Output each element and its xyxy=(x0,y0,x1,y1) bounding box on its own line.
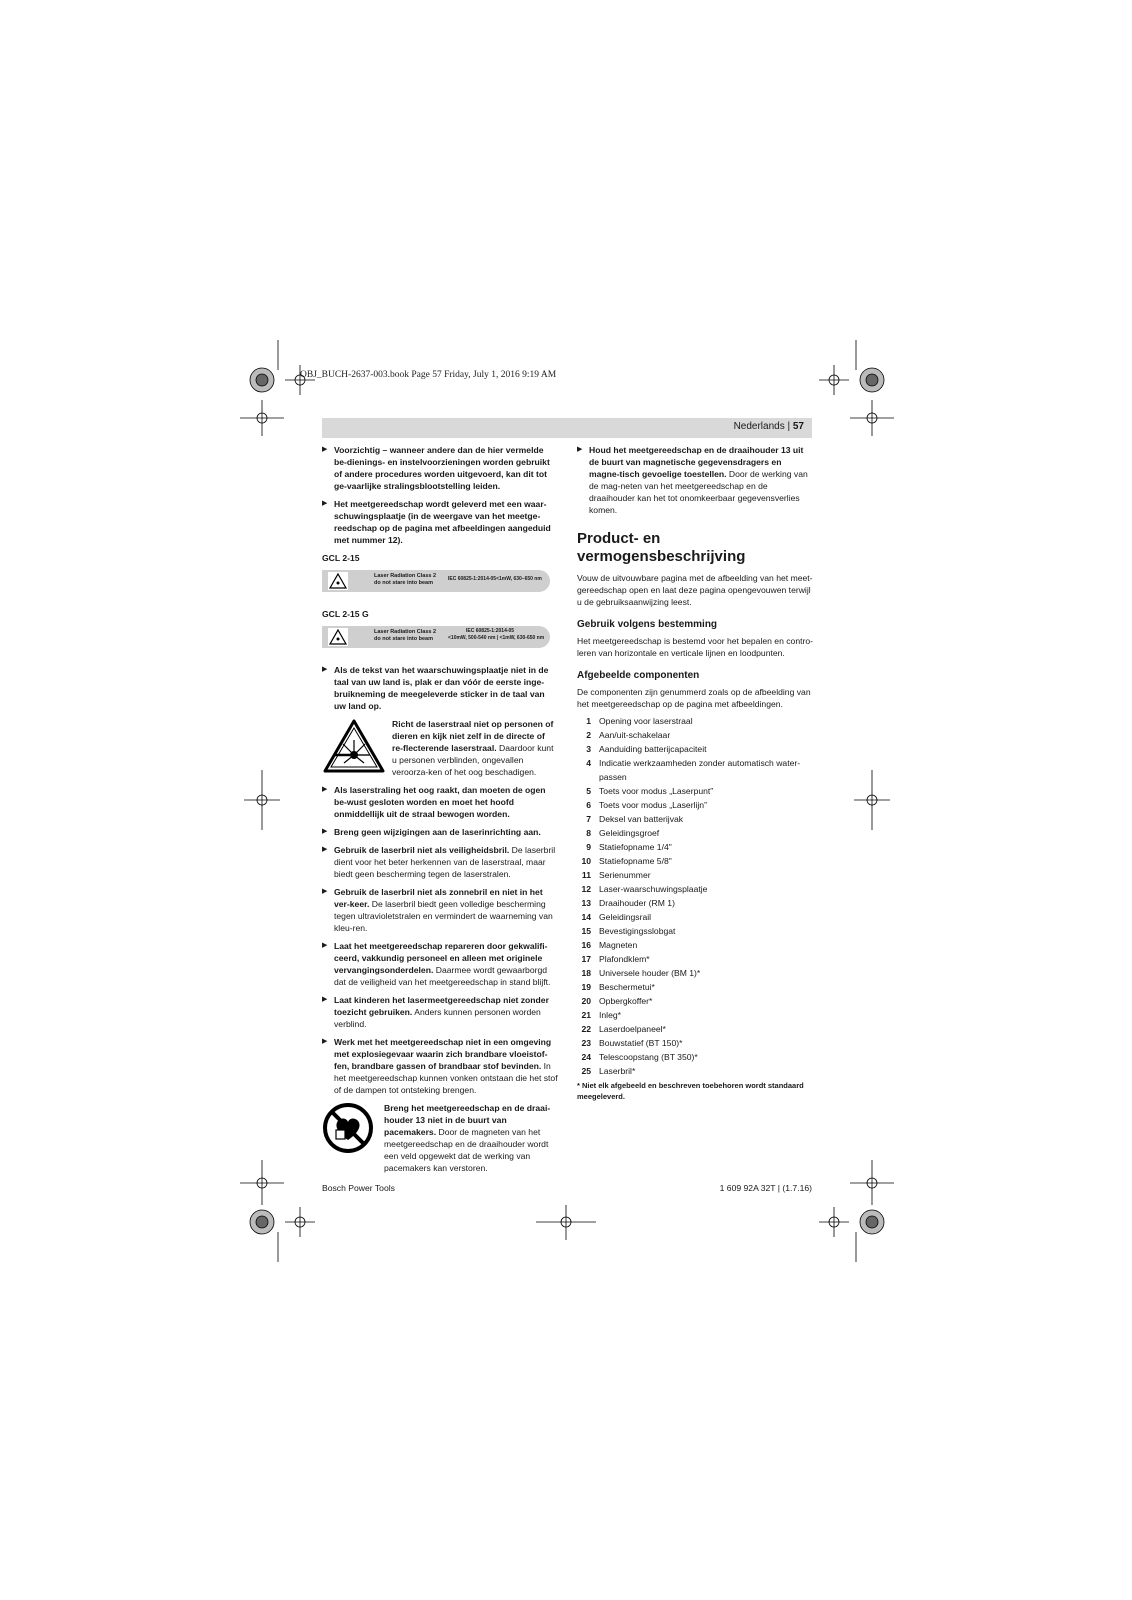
component-item xyxy=(577,1008,813,1022)
crop-mark-icon xyxy=(819,1207,849,1237)
print-header: OBJ_BUCH-2637-003.book Page 57 Friday, July 1, 2016 9:19 AM xyxy=(300,370,557,380)
components-intro: De componenten zijn genummerd zoals op de afbeelding van het meetgereedschap op de pagina met afbeeldingen. xyxy=(577,687,811,709)
warning-sticker-gcl-2-15-g: Laser Radiation Class 2 do not stare into beam IEC 60825-1:2014-05 <10mW, 500-540 nm | <1mW, 630-650 nm xyxy=(322,626,550,648)
list-item: ▶ Laat kinderen het lasermeetgereedschap niet zonder toezicht gebruiken. Anders kunnen personen worden verblind. xyxy=(322,994,558,1030)
model-label: GCL 2-15 xyxy=(322,553,360,563)
list-item: ▶ Als laserstraling het oog raakt, dan moeten de ogen be-wust gesloten worden en moet het hoofd onmiddellijk uit de straal bewogen worden. xyxy=(322,784,558,820)
component-number: 24 xyxy=(581,1052,591,1062)
list-item: ▶ Voorzichtig – wanneer andere dan de hier vermelde be-dienings- en instelvoorzieningen worden gebruikt of andere procedures worden uitgevoerd, kan dit tot ge-vaarlijke stralingsblootstelling leiden. xyxy=(322,444,558,492)
component-label: Toets voor modus „Laserpunt” xyxy=(599,786,714,796)
component-item xyxy=(577,938,813,952)
registration-mark-icon xyxy=(860,1210,884,1234)
crop-mark-icon xyxy=(819,365,849,395)
components-list xyxy=(577,714,813,1078)
component-label: Draaihouder (RM 1) xyxy=(599,898,675,908)
component-label: Toets voor modus „Laserlijn” xyxy=(599,800,707,810)
component-item xyxy=(577,1022,813,1036)
component-number: 22 xyxy=(581,1024,591,1034)
component-number: 9 xyxy=(586,842,591,852)
component-label: Laser-waarschuwingsplaatje xyxy=(599,884,708,894)
crop-mark-icon xyxy=(240,400,284,436)
component-number: 10 xyxy=(581,856,591,866)
section-intro: Vouw de uitvouwbare pagina met de afbeelding van het meet-gereedschap open en laat deze pagina opengevouwen terwijl u de gebruiksaanwijzing leest. xyxy=(577,573,813,607)
component-number: 2 xyxy=(586,730,591,740)
component-item xyxy=(577,798,813,812)
header-language: Nederlands xyxy=(733,421,785,432)
component-label: Serienummer xyxy=(599,870,651,880)
component-number: 16 xyxy=(581,940,591,950)
registration-mark-icon xyxy=(250,1210,274,1234)
crop-mark-icon xyxy=(850,400,894,436)
crop-mark-icon xyxy=(854,770,890,830)
component-item xyxy=(577,966,813,980)
component-number: 23 xyxy=(581,1038,591,1048)
component-item xyxy=(577,1064,813,1078)
component-item xyxy=(577,882,813,896)
page-header: Nederlands | 57 xyxy=(322,418,812,438)
no-pacemaker-icon xyxy=(322,1102,374,1154)
component-label: Telescoopstang (BT 350)* xyxy=(599,1052,698,1062)
list-item: ▶ Als de tekst van het waarschuwingsplaatje niet in de taal van uw land is, plak er dan vóór de eerste inge-bruikneming de meegeleverde sticker in de taal van uw land op. xyxy=(322,664,558,712)
component-number: 17 xyxy=(581,954,591,964)
component-number: 3 xyxy=(586,744,591,754)
component-label: Aan/uit-schakelaar xyxy=(599,730,671,740)
component-label: Bouwstatief (BT 150)* xyxy=(599,1038,683,1048)
pacemaker-warning-block: Breng het meetgereedschap en de draai-houder 13 niet in de buurt van pacemakers. Door de magneten van het meetgereedschap en de draaihouder wordt een veld opgewekt dat de werking van pacemakers kan verstoren. xyxy=(322,1102,558,1174)
footnote: * Niet elk afgebeeld en beschreven toebehoren wordt standaard meegeleverd. xyxy=(577,1081,804,1101)
list-item: ▶ Laat het meetgereedschap repareren door gekwalifi-ceerd, vakkundig personeel en alleen met originele vervangingsonderdelen. Daarmee wordt gewaarborgd dat de veiligheid van het meetgereedschap in stand blijft. xyxy=(322,940,558,988)
component-number: 8 xyxy=(586,828,591,838)
list-item: ▶ Houd het meetgereedschap en de draaihouder 13 uit de buurt van magnetische gegevensdragers en magne-tisch gevoelige toestellen. Door de werking van de mag-neten van het meetgereedschap en de draaihouder kan het tot onomkeerbaar gegevensverlies komen. xyxy=(577,444,813,516)
footer-code: 1 609 92A 32T | (1.7.16) xyxy=(719,1183,812,1193)
component-number: 15 xyxy=(581,926,591,936)
laser-warning-icon xyxy=(322,718,386,774)
list-item: ▶ Werk met het meetgereedschap niet in een omgeving met explosiegevaar waarin zich brandbare vloeistof-fen, brandbare gassen of brandbaar stof bevinden. In het meetgereedschap kunnen vonken ontstaan die het stof of de dampen tot ontsteking brengen. xyxy=(322,1036,558,1096)
list-item: ▶ Het meetgereedschap wordt geleverd met een waar-schuwingsplaatje (in de weergave van het meetge-reedschap op de pagina met afbeeldingen aangeduid met nummer 12). xyxy=(322,498,558,546)
laser-warning-icon xyxy=(328,628,348,646)
subsection-title-use: Gebruik volgens bestemming xyxy=(577,619,718,630)
component-label: Bevestigingsslobgat xyxy=(599,926,676,936)
section-title: Product- en vermogensbeschrijving xyxy=(577,530,746,565)
component-item xyxy=(577,784,813,798)
crop-mark-icon xyxy=(850,1160,894,1205)
crop-mark-icon xyxy=(285,365,315,395)
component-label: Opening voor laserstraal xyxy=(599,716,693,726)
component-label: Laserdoelpaneel* xyxy=(599,1024,666,1034)
warning-sticker-gcl-2-15: Laser Radiation Class 2 do not stare into beam IEC 60825-1:2014-05<1mW, 630–650 nm xyxy=(322,570,550,592)
component-label: Magneten xyxy=(599,940,638,950)
component-label: Inleg* xyxy=(599,1010,621,1020)
component-number: 4 xyxy=(586,758,591,768)
component-item xyxy=(577,742,813,756)
component-label: Plafondklem* xyxy=(599,954,650,964)
crop-mark-icon xyxy=(244,770,280,830)
component-item xyxy=(577,910,813,924)
component-item xyxy=(577,728,813,742)
component-item xyxy=(577,826,813,840)
subsection-title-components: Afgebeelde componenten xyxy=(577,670,700,681)
component-number: 21 xyxy=(581,1010,591,1020)
component-number: 20 xyxy=(581,996,591,1006)
component-label: Indicatie werkzaamheden zonder automatisch water-passen xyxy=(599,758,801,782)
component-number: 1 xyxy=(586,716,591,726)
list-item: ▶ Breng geen wijzigingen aan de laserinrichting aan. xyxy=(322,826,558,838)
model-label: GCL 2-15 G xyxy=(322,609,369,619)
component-number: 14 xyxy=(581,912,591,922)
use-text: Het meetgereedschap is bestemd voor het bepalen en contro-leren van horizontale en verticale lijnen en loodpunten. xyxy=(577,636,813,658)
list-item: ▶ Gebruik de laserbril niet als zonnebril en niet in het ver-keer. De laserbril biedt geen volledige bescherming tegen ultravioletstralen en vermindert de waarneming van kleu-ren. xyxy=(322,886,558,934)
component-label: Beschermetui* xyxy=(599,982,655,992)
component-item xyxy=(577,714,813,728)
component-label: Aanduiding batterijcapaciteit xyxy=(599,744,707,754)
list-item: ▶ Gebruik de laserbril niet als veiligheidsbril. De laserbril dient voor het beter herkennen van de laserstraal, maar biedt geen bescherming tegen de laserstralen. xyxy=(322,844,558,880)
laser-warning-icon xyxy=(328,572,348,590)
component-item xyxy=(577,812,813,826)
registration-mark-icon xyxy=(250,368,274,392)
footer-brand: Bosch Power Tools xyxy=(322,1183,395,1193)
component-label: Statiefopname 5/8" xyxy=(599,856,672,866)
component-label: Laserbril* xyxy=(599,1066,636,1076)
component-label: Geleidingsgroef xyxy=(599,828,660,838)
component-item xyxy=(577,868,813,882)
registration-mark-icon xyxy=(860,368,884,392)
crop-mark-icon xyxy=(240,1160,284,1205)
component-number: 6 xyxy=(586,800,591,810)
component-number: 25 xyxy=(581,1066,591,1076)
component-item xyxy=(577,924,813,938)
component-item xyxy=(577,854,813,868)
left-column xyxy=(322,444,558,1180)
component-item xyxy=(577,840,813,854)
component-number: 19 xyxy=(581,982,591,992)
component-item xyxy=(577,980,813,994)
component-number: 13 xyxy=(581,898,591,908)
crop-mark-icon xyxy=(285,1207,315,1237)
right-column xyxy=(577,444,813,1102)
component-number: 11 xyxy=(581,870,591,880)
component-item xyxy=(577,896,813,910)
component-label: Statiefopname 1/4" xyxy=(599,842,672,852)
component-number: 7 xyxy=(586,814,591,824)
component-item xyxy=(577,952,813,966)
component-item xyxy=(577,1050,813,1064)
component-label: Opbergkoffer* xyxy=(599,996,653,1006)
component-number: 12 xyxy=(581,884,591,894)
component-label: Geleidingsrail xyxy=(599,912,652,922)
crop-mark-icon xyxy=(536,1205,596,1240)
component-item xyxy=(577,1036,813,1050)
component-number: 5 xyxy=(586,786,591,796)
component-item xyxy=(577,756,813,784)
page-number: 57 xyxy=(792,421,804,432)
component-label: Deksel van batterijvak xyxy=(599,814,684,824)
component-number: 18 xyxy=(581,968,591,978)
component-label: Universele houder (BM 1)* xyxy=(599,968,701,978)
component-item xyxy=(577,994,813,1008)
laser-warning-block: Richt de laserstraal niet op personen of dieren en kijk niet zelf in de directe of re-flecterende laserstraal. Daardoor kunt u personen verblinden, ongevallen veroorza-ken of het oog beschadigen. xyxy=(322,718,558,778)
